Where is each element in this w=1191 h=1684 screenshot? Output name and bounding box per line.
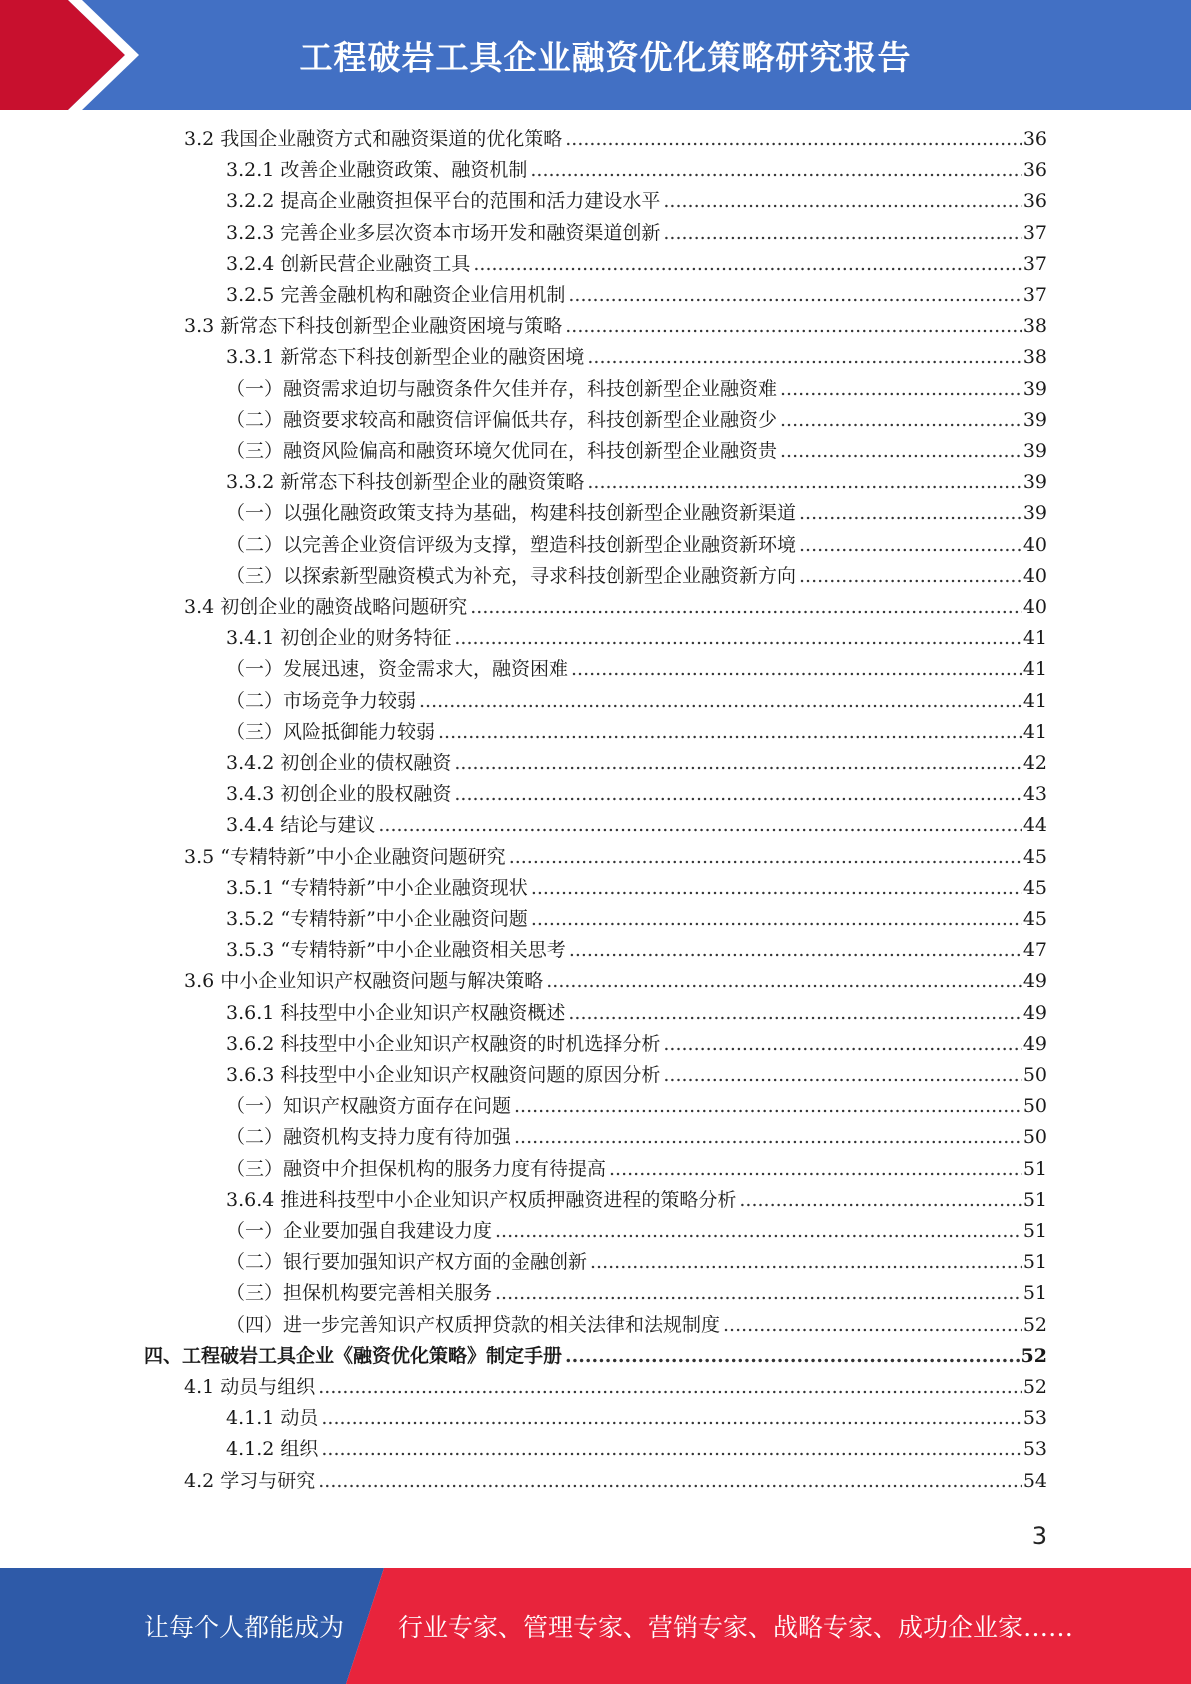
toc-entry-page: 41 [1022, 627, 1047, 650]
toc-entry-title: （三）风险抵御能力较弱 [226, 720, 436, 743]
toc-entry-page: 49 [1022, 970, 1047, 993]
toc-entry[interactable] [226, 938, 1047, 962]
toc-entry-title: 3.4.2 初创企业的债权融资 [226, 752, 452, 774]
toc-entry[interactable] [226, 158, 1047, 182]
toc-leader-dots [799, 533, 1022, 557]
toc-entry-title: （三）以探索新型融资模式为补充，寻求科技创新型企业融资新方向 [226, 564, 797, 587]
toc-entry-title: 3.6 中小企业知识产权融资问题与解决策略 [184, 970, 544, 993]
toc-entry-title: 3.5.1 “专精特新”中小企业融资现状 [226, 876, 528, 899]
toc-leader-dots [663, 221, 1021, 245]
toc-entry-page: 39 [1022, 440, 1047, 462]
toc-entry-title: （三）融资风险偏高和融资环境欠优同在，科技创新型企业融资贵 [226, 440, 778, 462]
toc-entry-page: 40 [1022, 533, 1047, 556]
toc-entry-title: （四）进一步完善知识产权质押贷款的相关法律和法规制度 [226, 1313, 721, 1336]
toc-entry-title: 四、工程破岩工具企业《融资优化策略》制定手册 [144, 1344, 563, 1367]
toc-entry[interactable] [226, 377, 1047, 401]
toc-entry-title: （二）融资要求较高和融资信评偏低共存，科技创新型企业融资少 [226, 408, 778, 431]
toc-entry-title: 3.2.3 完善企业多层次资本市场开发和融资渠道创新 [226, 221, 661, 244]
toc-leader-dots [565, 1344, 1020, 1368]
toc-entry-page: 51 [1022, 1188, 1047, 1211]
toc-entry-page: 45 [1022, 876, 1047, 899]
toc-entry-title: 3.2 我国企业融资方式和融资渠道的优化策略 [184, 128, 563, 150]
toc-entry-page: 41 [1022, 720, 1047, 743]
toc-entry-title: 3.6.2 科技型中小企业知识产权融资的时机选择分析 [226, 1032, 661, 1055]
toc-entry-title: （二）融资机构支持力度有待加强 [226, 1126, 512, 1149]
toc-entry-title: （二）以完善企业资信评级为支撑，塑造科技创新型企业融资新环境 [226, 533, 797, 556]
toc-leader-dots [530, 158, 1021, 182]
toc-entry[interactable] [226, 1406, 1047, 1430]
toc-entry-title: 3.2.1 改善企业融资政策、融资机制 [226, 159, 528, 182]
toc-entry[interactable] [184, 127, 1047, 151]
toc-entry[interactable] [226, 470, 1047, 494]
toc-entry[interactable] [226, 439, 1047, 463]
toc-entry-title: 3.5.2 “专精特新”中小企业融资问题 [226, 908, 528, 930]
toc-leader-dots [514, 1125, 1022, 1149]
toc-leader-dots [587, 345, 1021, 369]
toc-leader-dots [569, 938, 1022, 962]
toc-entry-page: 51 [1022, 1220, 1047, 1242]
toc-entry-page: 41 [1022, 689, 1047, 712]
toc-entry[interactable] [184, 969, 1047, 993]
toc-entry[interactable] [226, 782, 1047, 806]
toc-entry[interactable] [226, 813, 1047, 837]
toc-entry-page: 37 [1022, 252, 1047, 275]
toc-entry[interactable] [226, 1250, 1047, 1274]
toc-leader-dots [318, 1469, 1022, 1493]
toc-leader-dots [495, 1281, 1022, 1305]
toc-entry[interactable] [184, 845, 1047, 869]
toc-entry[interactable] [226, 626, 1047, 650]
toc-leader-dots [531, 876, 1022, 900]
toc-leader-dots [470, 595, 1022, 619]
toc-entry[interactable] [226, 689, 1047, 713]
toc-leader-dots [723, 1313, 1022, 1337]
toc-leader-dots [454, 751, 1021, 775]
toc-entry[interactable] [226, 501, 1047, 525]
toc-entry-title: 3.4.3 初创企业的股权融资 [226, 783, 452, 806]
toc-entry-title: 3.6.1 科技型中小企业知识产权融资概述 [226, 1001, 566, 1024]
toc-entry[interactable] [226, 1313, 1047, 1337]
page-number: 3 [1031, 1522, 1047, 1550]
toc-leader-dots [565, 127, 1022, 151]
header-arrow-decoration [0, 0, 150, 110]
toc-leader-dots [565, 314, 1022, 338]
toc-leader-dots [780, 408, 1022, 432]
toc-leader-dots [780, 439, 1022, 463]
toc-entry-title: 3.3 新常态下科技创新型企业融资困境与策略 [184, 315, 563, 338]
toc-entry-title: （二）市场竞争力较弱 [226, 689, 417, 712]
toc-entry-page: 53 [1022, 1407, 1047, 1430]
toc-entry-page: 36 [1022, 159, 1047, 182]
toc-entry-page: 52 [1020, 1344, 1047, 1367]
toc-entry-page: 40 [1022, 564, 1047, 587]
toc-entry-page: 39 [1022, 408, 1047, 431]
toc-leader-dots [473, 252, 1021, 276]
footer-slogan-left: 让每个人都能成为 [144, 1613, 345, 1642]
toc-entry-title: 3.6.4 推进科技型中小企业知识产权质押融资进程的策略分析 [226, 1188, 737, 1211]
toc-entry[interactable] [226, 876, 1047, 900]
toc-leader-dots [780, 377, 1022, 401]
toc-entry-page: 51 [1022, 1282, 1047, 1305]
toc-entry-title: 3.6.3 科技型中小企业知识产权融资问题的原因分析 [226, 1064, 661, 1086]
toc-entry-page: 49 [1022, 1032, 1047, 1055]
toc-leader-dots [514, 1094, 1022, 1118]
toc-leader-dots [663, 1032, 1021, 1056]
toc-entry[interactable] [184, 1375, 1047, 1399]
toc-leader-dots [438, 720, 1022, 744]
toc-leader-dots [531, 907, 1022, 931]
toc-entry-page: 51 [1022, 1157, 1047, 1180]
toc-entry-page: 39 [1022, 471, 1047, 494]
toc-entry-title: （三）担保机构要完善相关服务 [226, 1282, 493, 1305]
toc-entry[interactable] [226, 1437, 1047, 1461]
toc-leader-dots [590, 1250, 1022, 1274]
toc-entry[interactable] [226, 1188, 1047, 1212]
toc-entry[interactable] [226, 1001, 1047, 1025]
toc-entry-page: 37 [1022, 284, 1047, 306]
toc-entry-title: （一）知识产权融资方面存在问题 [226, 1095, 512, 1118]
toc-entry-page: 50 [1022, 1126, 1047, 1149]
toc-leader-dots [509, 845, 1022, 869]
toc-entry-page: 47 [1022, 939, 1047, 962]
toc-entry-title: 4.1 动员与组织 [184, 1376, 316, 1398]
page-header [0, 0, 1191, 110]
toc-leader-dots [546, 969, 1022, 993]
toc-entry-page: 38 [1022, 315, 1047, 338]
toc-entry[interactable] [226, 1125, 1047, 1149]
toc-entry-page: 52 [1022, 1376, 1047, 1398]
toc-entry[interactable] [226, 657, 1047, 681]
toc-leader-dots [799, 501, 1022, 525]
toc-leader-dots [321, 1406, 1021, 1430]
toc-entry-page: 50 [1022, 1095, 1047, 1118]
toc-entry-page: 45 [1022, 845, 1047, 868]
toc-entry-page: 41 [1022, 658, 1047, 681]
toc-leader-dots [799, 564, 1022, 588]
toc-entry-title: 4.2 学习与研究 [184, 1469, 316, 1492]
toc-entry-page: 54 [1022, 1469, 1047, 1492]
toc-leader-dots [495, 1219, 1022, 1243]
toc-leader-dots [739, 1188, 1021, 1212]
toc-leader-dots [663, 189, 1021, 213]
toc-entry-title: 3.4.1 初创企业的财务特征 [226, 627, 452, 650]
toc-entry-title: （一）以强化融资政策支持为基础，构建科技创新型企业融资新渠道 [226, 502, 797, 525]
toc-leader-dots [571, 657, 1022, 681]
document-title: 工程破岩工具企业融资优化策略研究报告 [299, 37, 912, 77]
toc-entry-title: （二）银行要加强知识产权方面的金融创新 [226, 1251, 588, 1274]
toc-entry-title: （一）企业要加强自我建设力度 [226, 1220, 493, 1242]
toc-entry[interactable] [226, 189, 1047, 213]
toc-entry-page: 44 [1022, 814, 1047, 837]
toc-entry-page: 36 [1022, 190, 1047, 213]
toc-entry-title: 3.3.1 新常态下科技创新型企业的融资困境 [226, 346, 585, 369]
toc-leader-dots [568, 283, 1021, 307]
toc-entry-page: 39 [1022, 502, 1047, 525]
toc-entry[interactable] [226, 221, 1047, 245]
footer-slogan-right: 行业专家、管理专家、营销专家、战略专家、成功企业家…… [398, 1613, 1074, 1642]
toc-entry[interactable] [226, 1094, 1047, 1118]
toc-entry-page: 51 [1022, 1251, 1047, 1274]
toc-entry-page: 53 [1022, 1438, 1047, 1461]
toc-leader-dots [378, 813, 1021, 837]
toc-entry[interactable] [226, 907, 1047, 931]
toc-entry-title: 4.1.1 动员 [226, 1407, 319, 1430]
toc-entry[interactable] [226, 1219, 1047, 1243]
toc-leader-dots [318, 1375, 1022, 1399]
toc-entry[interactable] [226, 345, 1047, 369]
toc-entry[interactable] [226, 720, 1047, 744]
toc-entry-title: 3.2.4 创新民营企业融资工具 [226, 252, 471, 275]
toc-entry[interactable] [226, 751, 1047, 775]
toc-entry-title: （一）融资需求迫切与融资条件欠佳并存，科技创新型企业融资难 [226, 377, 778, 400]
toc-leader-dots [454, 782, 1021, 806]
toc-entry-page: 52 [1022, 1313, 1047, 1336]
toc-entry[interactable] [226, 564, 1047, 588]
toc-leader-dots [419, 689, 1022, 713]
toc-entry[interactable] [184, 314, 1047, 338]
toc-entry-page: 50 [1022, 1064, 1047, 1086]
toc-entry-page: 43 [1022, 783, 1047, 806]
toc-leader-dots [609, 1157, 1022, 1181]
toc-entry-title: 4.1.2 组织 [226, 1438, 319, 1461]
toc-entry[interactable] [226, 1157, 1047, 1181]
toc-entry[interactable] [184, 1469, 1047, 1493]
toc-entry[interactable] [226, 533, 1047, 557]
toc-entry-page: 37 [1022, 221, 1047, 244]
toc-entry[interactable] [226, 1032, 1047, 1056]
toc-entry-page: 42 [1022, 752, 1047, 774]
toc-entry-title: 3.5.3 “专精特新”中小企业融资相关思考 [226, 939, 566, 962]
toc-entry-page: 39 [1022, 377, 1047, 400]
toc-leader-dots [587, 470, 1021, 494]
toc-entry-page: 38 [1022, 346, 1047, 369]
toc-entry-title: 3.3.2 新常态下科技创新型企业的融资策略 [226, 471, 585, 494]
toc-entry[interactable] [226, 1281, 1047, 1305]
toc-entry-title: 3.2.5 完善金融机构和融资企业信用机制 [226, 284, 566, 306]
toc-entry-title: 3.5 “专精特新”中小企业融资问题研究 [184, 845, 506, 868]
toc-entry-page: 45 [1022, 908, 1047, 930]
toc-leader-dots [454, 626, 1021, 650]
toc-entry[interactable] [144, 1344, 1047, 1368]
toc-entry-page: 40 [1022, 596, 1047, 618]
toc-leader-dots [663, 1063, 1021, 1087]
toc-entry[interactable] [184, 595, 1047, 619]
toc-entry-page: 49 [1022, 1001, 1047, 1024]
toc-entry-title: （三）融资中介担保机构的服务力度有待提高 [226, 1157, 607, 1180]
toc-entry[interactable] [226, 283, 1047, 307]
toc-entry-title: 3.4 初创企业的融资战略问题研究 [184, 596, 468, 618]
toc-leader-dots [568, 1001, 1021, 1025]
toc-entry[interactable] [226, 408, 1047, 432]
toc-entry[interactable] [226, 252, 1047, 276]
page-footer [0, 1568, 1191, 1684]
toc-entry-title: 3.2.2 提高企业融资担保平台的范围和活力建设水平 [226, 190, 661, 213]
toc-entry-page: 36 [1022, 128, 1047, 150]
toc-entry-title: （一）发展迅速，资金需求大，融资困难 [226, 658, 569, 681]
toc-leader-dots [321, 1437, 1021, 1461]
toc-entry[interactable] [226, 1063, 1047, 1087]
toc-entry-title: 3.4.4 结论与建议 [226, 814, 376, 837]
